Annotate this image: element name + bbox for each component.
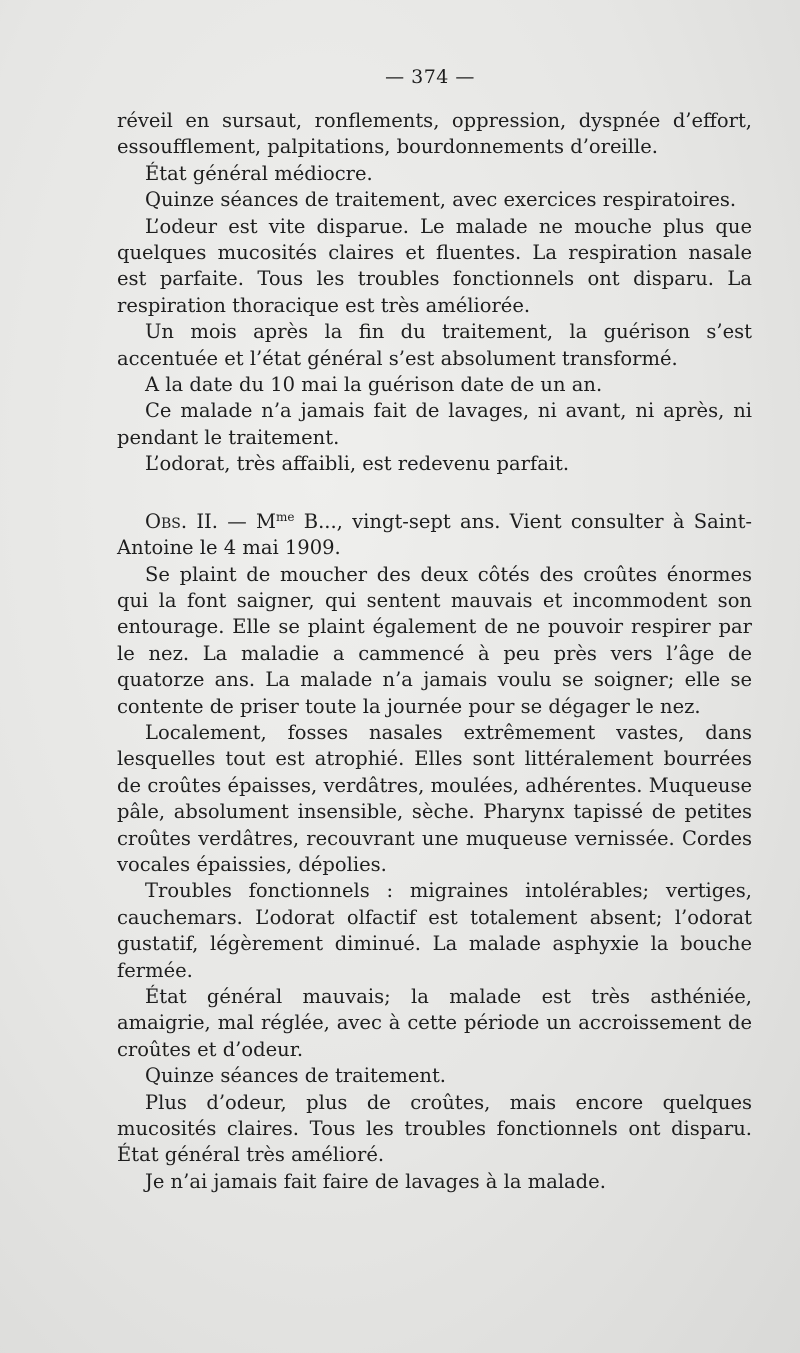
paragraph: État général mauvais; la malade est très asthéniée, amaigrie, mal réglée, avec à cette période un accroissement de croûtes et d’odeur. bbox=[117, 985, 752, 1061]
paragraph: réveil en sursaut, ronflements, oppression, dyspnée d’effort, essoufflement, palpitations, bourdonnements d’oreille. bbox=[117, 109, 752, 159]
paragraph: Localement, fosses nasales extrêmement vastes, dans lesquelles tout est atrophié. Elles sont littéralement bourrées de croûtes épaisses, verdâtres, moulées, adhérentes. Muqueuse pâle, absolument insensible, sèche. Pharynx tapissé de petites croûtes verdâtres, recouvrant une muqueuse vernissée. Cordes vocales épaissies, dépolies. bbox=[117, 720, 752, 876]
paragraph: A la date du 10 mai la guérison date de un an. bbox=[145, 373, 603, 397]
body-text bbox=[117, 108, 752, 1195]
paragraph: Quinze séances de traitement, avec exercices respiratoires. bbox=[145, 188, 737, 212]
title-superscript: me bbox=[275, 509, 295, 524]
paragraph: Quinze séances de traitement. bbox=[145, 1064, 446, 1088]
paragraph: État général médiocre. bbox=[145, 161, 373, 185]
paragraph: Un mois après la fin du traitement, la guérison s’est accentuée et l’état général s’est absolument transformé. bbox=[117, 320, 752, 370]
paragraph: L’odeur est vite disparue. Le malade ne mouche plus que quelques mucosités claires et fluentes. La respiration nasale est parfaite. Tous les troubles fonctionnels ont disparu. La respiration thoracique est très améliorée. bbox=[117, 214, 752, 317]
observation-dash: — M bbox=[217, 509, 276, 533]
page-number: — 374 — bbox=[385, 66, 475, 88]
observation-text: B..., vingt-sept ans. Vient consulter à Saint-Antoine le 4 mai 1909. bbox=[117, 509, 752, 560]
paragraph: Troubles fonctionnels : migraines intolérables; vertiges, cauchemars. L’odorat olfactif est totalement absent; l’odorat gustatif, légèrement diminué. La malade asphyxie la bouche fermée. bbox=[117, 879, 752, 982]
paragraph: L’odorat, très affaibli, est redevenu parfait. bbox=[145, 452, 570, 476]
paragraph: Je n’ai jamais fait faire de lavages à la malade. bbox=[145, 1169, 606, 1193]
paragraph: Plus d’odeur, plus de croûtes, mais encore quelques mucosités claires. Tous les troubles fonctionnels ont disparu. État général très amélioré. bbox=[117, 1090, 752, 1167]
paragraph: Se plaint de moucher des deux côtés des croûtes énormes qui la font saigner, qui sentent mauvais et incommodent son entourage. Elle se plaint également de ne pouvoir respirer par le nez. La maladie a cammencé à peu près vers l’âge de quatorze ans. La malade n’a jamais voulu se soigner; elle se contente de priser toute la journée pour se dégager le nez. bbox=[117, 562, 752, 718]
paragraph: Ce malade n’a jamais fait de lavages, ni avant, ni après, ni pendant le traitement. bbox=[117, 399, 752, 449]
observation-label: Obs. II. bbox=[145, 509, 218, 533]
observation-heading bbox=[117, 504, 752, 562]
